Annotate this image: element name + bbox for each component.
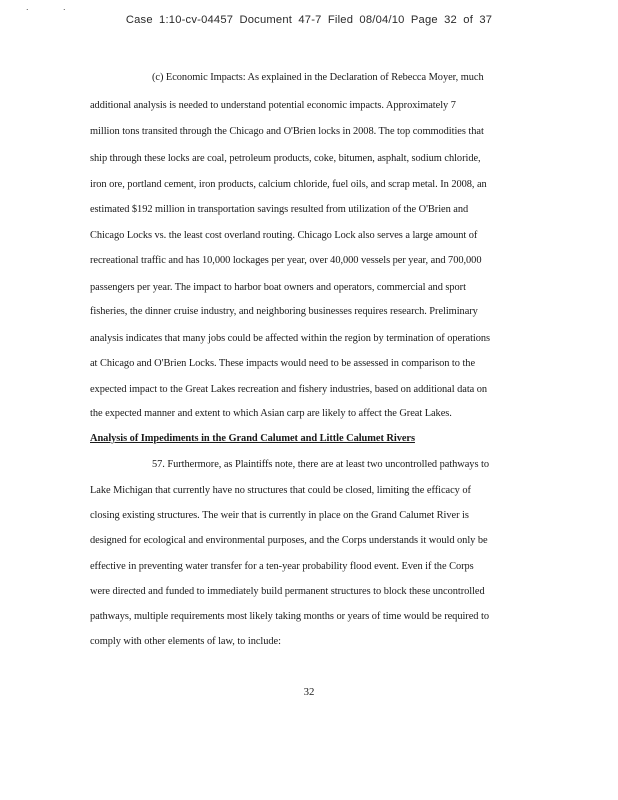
body-line: Lake Michigan that currently have no structures that could be closed, limiting the efficacy of [90, 485, 471, 496]
body-line: million tons transited through the Chicago and O'Brien locks in 2008. The top commodities that [90, 126, 484, 137]
body-line: comply with other elements of law, to include: [90, 636, 281, 647]
body-line: fisheries, the dinner cruise industry, and neighboring businesses requires research. Preliminary [90, 306, 478, 317]
body-line: analysis indicates that many jobs could be affected within the region by termination of operations [90, 333, 491, 344]
body-line: effective in preventing water transfer for a ten-year probability flood event. Even if the Corps [90, 561, 474, 572]
body-line: pathways, multiple requirements most likely taking months or years of time would be required to [90, 611, 489, 622]
body-line: 57. Furthermore, as Plaintiffs note, there are at least two uncontrolled pathways to [152, 459, 489, 470]
scan-marks: . . [26, 2, 82, 12]
body-line: estimated $192 million in transportation savings resulted from utilization of the O'Brien and [90, 204, 469, 215]
body-line: at Chicago and O'Brien Locks. These impacts would need to be assessed in comparison to the [90, 358, 476, 369]
body-line: (c) Economic Impacts: As explained in the Declaration of Rebecca Moyer, much [152, 72, 484, 83]
page-number: 32 [303, 686, 315, 698]
case-header: Case 1:10-cv-04457 Document 47-7 Filed 08/04/10 Page 32 of 37 [125, 14, 493, 26]
body-line: closing existing structures. The weir that is currently in place on the Grand Calumet River is [90, 510, 469, 521]
body-line: Chicago Locks vs. the least cost overland routing. Chicago Lock also serves a large amount of [90, 230, 478, 241]
body-line: designed for ecological and environmental purposes, and the Corps understands it would only be [90, 535, 488, 546]
body-line: iron ore, portland cement, iron products, calcium chloride, fuel oils, and scrap metal. In 2008, an [90, 179, 487, 190]
body-line: were directed and funded to immediately build permanent structures to block these uncontrolled [90, 586, 485, 597]
body-line: the expected manner and extent to which Asian carp are likely to affect the Great Lakes. [90, 408, 452, 419]
body-line: ship through these locks are coal, petroleum products, coke, bitumen, asphalt, sodium chloride, [90, 153, 481, 164]
body-line: recreational traffic and has 10,000 lockages per year, over 40,000 vessels per year, and 700,000 [90, 255, 482, 266]
body-line: expected impact to the Great Lakes recreation and fishery industries, based on additional data on [90, 384, 488, 395]
body-line: additional analysis is needed to understand potential economic impacts. Approximately 7 [90, 100, 456, 111]
section-heading: Analysis of Impediments in the Grand Calumet and Little Calumet Rivers [90, 433, 415, 444]
body-line: passengers per year. The impact to harbor boat owners and operators, commercial and sport [90, 282, 466, 293]
